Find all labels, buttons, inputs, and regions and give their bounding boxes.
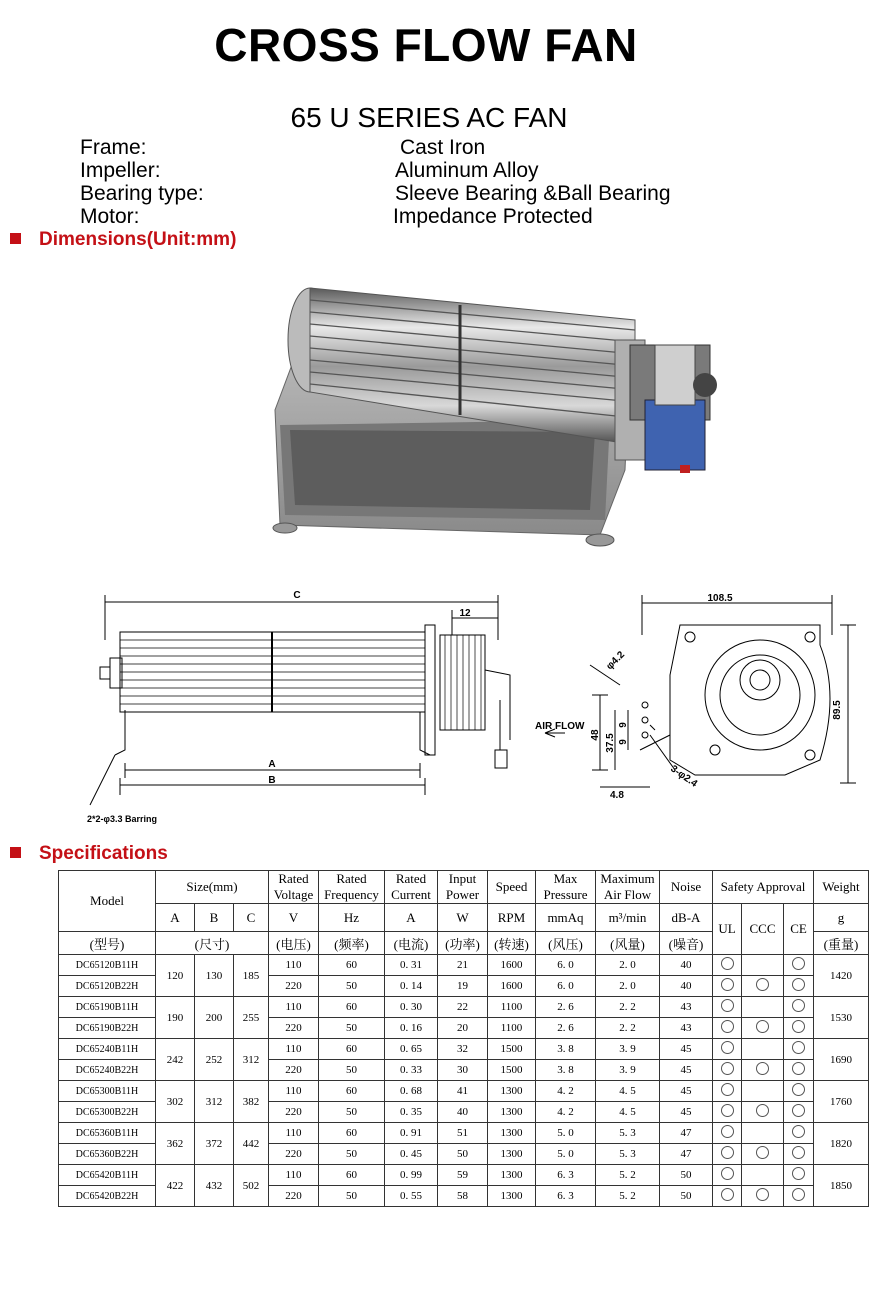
cell-frequency: 50: [319, 1144, 385, 1165]
cell-ul: [713, 1123, 742, 1144]
page-title: CROSS FLOW FAN: [214, 19, 638, 71]
dim-9a-label: 9: [618, 722, 629, 728]
dim-c-label: C: [293, 590, 301, 601]
fan-product-photo: [250, 170, 760, 590]
th-cn-current: (电流): [385, 932, 438, 955]
cell-ce: [784, 997, 814, 1018]
cell-ccc: [742, 976, 784, 997]
cell-ccc: [742, 955, 784, 976]
cell-power: 21: [438, 955, 488, 976]
approval-circle-icon: [792, 1125, 805, 1138]
cell-speed: 1500: [488, 1060, 536, 1081]
cell-model: DC65300B22H: [59, 1102, 156, 1123]
cell-frequency: 50: [319, 1102, 385, 1123]
cell-pressure: 2. 6: [536, 997, 596, 1018]
approval-circle-icon: [792, 1041, 805, 1054]
th-cn-frequency: (频率): [319, 932, 385, 955]
cell-ce: [784, 1039, 814, 1060]
cell-airflow: 2. 0: [596, 955, 660, 976]
cell-frequency: 50: [319, 1060, 385, 1081]
approval-circle-icon: [721, 1167, 734, 1180]
cell-voltage: 220: [269, 976, 319, 997]
th-ce: CE: [784, 904, 814, 955]
approval-circle-icon: [756, 1062, 769, 1075]
cell-size-a: 242: [156, 1039, 195, 1081]
cell-ce: [784, 1060, 814, 1081]
cell-voltage: 110: [269, 1165, 319, 1186]
cell-ccc: [742, 1060, 784, 1081]
approval-circle-icon: [721, 1104, 734, 1117]
cell-weight: 1690: [814, 1039, 869, 1081]
th-cn-speed: (转速): [488, 932, 536, 955]
cell-power: 41: [438, 1081, 488, 1102]
cell-noise: 40: [660, 955, 713, 976]
frame-value: Cast Iron: [400, 136, 486, 159]
th-ul: UL: [713, 904, 742, 955]
th-cn-airflow: (风量): [596, 932, 660, 955]
cell-ul: [713, 1039, 742, 1060]
cell-airflow: 3. 9: [596, 1060, 660, 1081]
cell-size-c: 382: [234, 1081, 269, 1123]
cell-pressure: 6. 3: [536, 1165, 596, 1186]
cell-weight: 1530: [814, 997, 869, 1039]
cell-current: 0. 30: [385, 997, 438, 1018]
cell-ce: [784, 1165, 814, 1186]
motor-value: Impedance Protected: [393, 205, 593, 228]
th-unit-g: g: [814, 904, 869, 932]
cell-size-b: 372: [195, 1123, 234, 1165]
th-unit-rpm: RPM: [488, 904, 536, 932]
approval-circle-icon: [792, 1020, 805, 1033]
cell-model: DC65240B22H: [59, 1060, 156, 1081]
approval-circle-icon: [756, 1146, 769, 1159]
approval-circle-icon: [721, 1041, 734, 1054]
th-unit-b: B: [195, 904, 234, 932]
cell-ccc: [742, 997, 784, 1018]
cell-voltage: 220: [269, 1018, 319, 1039]
dim-b-label: B: [268, 775, 276, 786]
th-model: Model: [59, 871, 156, 932]
cell-speed: 1600: [488, 976, 536, 997]
cell-airflow: 2. 2: [596, 997, 660, 1018]
cell-size-a: 362: [156, 1123, 195, 1165]
cell-speed: 1600: [488, 955, 536, 976]
cell-ccc: [742, 1186, 784, 1207]
cell-voltage: 110: [269, 1039, 319, 1060]
cell-weight: 1850: [814, 1165, 869, 1207]
cell-pressure: 2. 6: [536, 1018, 596, 1039]
cell-ce: [784, 1186, 814, 1207]
spec-table: [58, 870, 869, 1207]
approval-circle-icon: [721, 978, 734, 991]
cell-power: 58: [438, 1186, 488, 1207]
approval-circle-icon: [756, 1020, 769, 1033]
cell-pressure: 6. 0: [536, 976, 596, 997]
cell-size-c: 185: [234, 955, 269, 997]
th-max-airflow: Maximum Air Flow: [596, 871, 660, 904]
cell-ul: [713, 1081, 742, 1102]
th-weight: Weight: [814, 871, 869, 904]
cell-current: 0. 55: [385, 1186, 438, 1207]
cell-pressure: 5. 0: [536, 1144, 596, 1165]
cell-size-c: 502: [234, 1165, 269, 1207]
cell-size-a: 190: [156, 997, 195, 1039]
approval-circle-icon: [756, 1104, 769, 1117]
cell-current: 0. 35: [385, 1102, 438, 1123]
cell-model: DC65420B11H: [59, 1165, 156, 1186]
cell-model: DC65120B22H: [59, 976, 156, 997]
cell-current: 0. 31: [385, 955, 438, 976]
th-cn-size: (尺寸): [156, 932, 269, 955]
dim-12-label: 12: [459, 608, 471, 619]
cell-current: 0. 45: [385, 1144, 438, 1165]
cell-frequency: 60: [319, 1123, 385, 1144]
cell-frequency: 50: [319, 976, 385, 997]
approval-circle-icon: [792, 957, 805, 970]
th-cn-model: (型号): [59, 932, 156, 955]
cell-size-c: 442: [234, 1123, 269, 1165]
table-row: [59, 1039, 869, 1060]
th-cn-weight: (重量): [814, 932, 869, 955]
approval-circle-icon: [792, 1083, 805, 1096]
th-unit-a: A: [156, 904, 195, 932]
cell-model: DC65190B11H: [59, 997, 156, 1018]
cell-ul: [713, 976, 742, 997]
cell-airflow: 5. 2: [596, 1165, 660, 1186]
cell-voltage: 220: [269, 1102, 319, 1123]
th-speed: Speed: [488, 871, 536, 904]
cell-power: 30: [438, 1060, 488, 1081]
cell-frequency: 50: [319, 1018, 385, 1039]
cell-current: 0. 16: [385, 1018, 438, 1039]
th-ccc: CCC: [742, 904, 784, 955]
cell-frequency: 60: [319, 1165, 385, 1186]
th-size: Size(mm): [156, 871, 269, 904]
th-unit-amp: A: [385, 904, 438, 932]
cell-airflow: 5. 3: [596, 1144, 660, 1165]
th-unit-w: W: [438, 904, 488, 932]
cell-noise: 50: [660, 1165, 713, 1186]
specifications-heading: Specifications: [10, 843, 168, 865]
cell-size-c: 312: [234, 1039, 269, 1081]
cell-noise: 43: [660, 1018, 713, 1039]
cell-pressure: 3. 8: [536, 1060, 596, 1081]
th-max-pressure: Max Pressure: [536, 871, 596, 904]
cell-noise: 43: [660, 997, 713, 1018]
cell-voltage: 110: [269, 1123, 319, 1144]
th-safety: Safety Approval: [713, 871, 814, 904]
cell-power: 50: [438, 1144, 488, 1165]
cell-speed: 1300: [488, 1102, 536, 1123]
approval-circle-icon: [756, 978, 769, 991]
cell-current: 0. 91: [385, 1123, 438, 1144]
th-unit-hz: Hz: [319, 904, 385, 932]
frame-label: Frame:: [80, 136, 147, 159]
th-rated-voltage: Rated Voltage: [269, 871, 319, 904]
approval-circle-icon: [721, 1146, 734, 1159]
th-cn-pressure: (风压): [536, 932, 596, 955]
end-view-drawing: [520, 585, 865, 805]
approval-circle-icon: [792, 1167, 805, 1180]
approval-circle-icon: [721, 1083, 734, 1096]
cell-size-b: 252: [195, 1039, 234, 1081]
cell-pressure: 4. 2: [536, 1102, 596, 1123]
dim-108-label: 108.5: [707, 593, 733, 604]
cell-ccc: [742, 1018, 784, 1039]
side-view-drawing: [80, 580, 520, 830]
cell-model: DC65120B11H: [59, 955, 156, 976]
approval-circle-icon: [792, 1146, 805, 1159]
cell-ce: [784, 1081, 814, 1102]
cell-power: 20: [438, 1018, 488, 1039]
cell-airflow: 5. 3: [596, 1123, 660, 1144]
cell-airflow: 5. 2: [596, 1186, 660, 1207]
cell-speed: 1300: [488, 1123, 536, 1144]
bearing-value: Sleeve Bearing &Ball Bearing: [395, 182, 671, 205]
th-rated-frequency: Rated Frequency: [319, 871, 385, 904]
cell-weight: 1820: [814, 1123, 869, 1165]
cell-ccc: [742, 1081, 784, 1102]
cell-ce: [784, 1018, 814, 1039]
approval-circle-icon: [721, 1188, 734, 1201]
cell-model: DC65360B11H: [59, 1123, 156, 1144]
cell-size-a: 422: [156, 1165, 195, 1207]
cell-model: DC65190B22H: [59, 1018, 156, 1039]
dim-895-label: 89.5: [832, 700, 843, 720]
cell-voltage: 110: [269, 955, 319, 976]
cell-current: 0. 33: [385, 1060, 438, 1081]
approval-circle-icon: [721, 1020, 734, 1033]
cell-ul: [713, 1102, 742, 1123]
table-row: [59, 1081, 869, 1102]
cell-current: 0. 99: [385, 1165, 438, 1186]
impeller-value: Aluminum Alloy: [395, 159, 539, 182]
cell-frequency: 60: [319, 955, 385, 976]
cell-model: DC65300B11H: [59, 1081, 156, 1102]
cell-pressure: 3. 8: [536, 1039, 596, 1060]
cell-speed: 1300: [488, 1186, 536, 1207]
cell-voltage: 220: [269, 1186, 319, 1207]
cell-current: 0. 14: [385, 976, 438, 997]
cell-voltage: 220: [269, 1060, 319, 1081]
th-unit-mmaq: mmAq: [536, 904, 596, 932]
cell-noise: 45: [660, 1102, 713, 1123]
cell-ul: [713, 1060, 742, 1081]
cell-ul: [713, 1018, 742, 1039]
th-input-power: Input Power: [438, 871, 488, 904]
cell-ce: [784, 1123, 814, 1144]
cell-current: 0. 68: [385, 1081, 438, 1102]
cell-frequency: 60: [319, 997, 385, 1018]
table-row: [59, 955, 869, 976]
cell-noise: 47: [660, 1144, 713, 1165]
th-unit-v: V: [269, 904, 319, 932]
cell-voltage: 110: [269, 1081, 319, 1102]
bullet-square-icon: [10, 847, 21, 858]
approval-circle-icon: [792, 1188, 805, 1201]
cell-pressure: 6. 0: [536, 955, 596, 976]
cell-frequency: 50: [319, 1186, 385, 1207]
cell-power: 22: [438, 997, 488, 1018]
cell-ul: [713, 1144, 742, 1165]
barring-label: 2*2-φ3.3 Barring: [87, 814, 157, 824]
cell-airflow: 2. 2: [596, 1018, 660, 1039]
th-unit-dba: dB-A: [660, 904, 713, 932]
approval-circle-icon: [721, 1062, 734, 1075]
cell-speed: 1100: [488, 997, 536, 1018]
th-noise: Noise: [660, 871, 713, 904]
cell-noise: 47: [660, 1123, 713, 1144]
dim-48-label: 48: [590, 729, 601, 741]
cell-ce: [784, 955, 814, 976]
cell-ul: [713, 1186, 742, 1207]
cell-speed: 1100: [488, 1018, 536, 1039]
th-unit-airflow: m³/min: [596, 904, 660, 932]
cell-model: DC65420B22H: [59, 1186, 156, 1207]
cell-ce: [784, 1144, 814, 1165]
cell-power: 40: [438, 1102, 488, 1123]
cell-ccc: [742, 1165, 784, 1186]
dim-phi42-label: φ4.2: [604, 649, 628, 673]
cell-ccc: [742, 1144, 784, 1165]
cell-airflow: 4. 5: [596, 1081, 660, 1102]
motor-label: Motor:: [80, 205, 140, 228]
cell-current: 0. 65: [385, 1039, 438, 1060]
th-unit-c: C: [234, 904, 269, 932]
table-row: [59, 1123, 869, 1144]
cell-model: DC65360B22H: [59, 1144, 156, 1165]
cell-ul: [713, 997, 742, 1018]
cell-size-a: 120: [156, 955, 195, 997]
cell-size-b: 432: [195, 1165, 234, 1207]
approval-circle-icon: [792, 999, 805, 1012]
approval-circle-icon: [792, 978, 805, 991]
cell-noise: 40: [660, 976, 713, 997]
cell-ul: [713, 955, 742, 976]
bullet-square-icon: [10, 233, 21, 244]
cell-ccc: [742, 1039, 784, 1060]
cell-power: 51: [438, 1123, 488, 1144]
cell-model: DC65240B11H: [59, 1039, 156, 1060]
page-subtitle: 65 U SERIES AC FAN: [290, 102, 568, 133]
cell-power: 19: [438, 976, 488, 997]
approval-circle-icon: [756, 1188, 769, 1201]
cell-airflow: 3. 9: [596, 1039, 660, 1060]
cell-ce: [784, 1102, 814, 1123]
dim-a-label: A: [268, 759, 276, 770]
cell-power: 32: [438, 1039, 488, 1060]
cell-weight: 1760: [814, 1081, 869, 1123]
cell-voltage: 110: [269, 997, 319, 1018]
cell-speed: 1500: [488, 1039, 536, 1060]
cell-size-b: 312: [195, 1081, 234, 1123]
cell-speed: 1300: [488, 1081, 536, 1102]
th-rated-current: Rated Current: [385, 871, 438, 904]
dim-375-label: 37.5: [605, 733, 616, 753]
cell-airflow: 2. 0: [596, 976, 660, 997]
cell-size-b: 200: [195, 997, 234, 1039]
cell-noise: 50: [660, 1186, 713, 1207]
dimensions-heading: Dimensions(Unit:mm): [10, 229, 236, 251]
cell-pressure: 4. 2: [536, 1081, 596, 1102]
table-row: [59, 997, 869, 1018]
cell-speed: 1300: [488, 1165, 536, 1186]
cell-size-a: 302: [156, 1081, 195, 1123]
impeller-label: Impeller:: [80, 159, 161, 182]
cell-voltage: 220: [269, 1144, 319, 1165]
cell-pressure: 5. 0: [536, 1123, 596, 1144]
approval-circle-icon: [792, 1062, 805, 1075]
th-cn-noise: (噪音): [660, 932, 713, 955]
bearing-label: Bearing type:: [80, 182, 204, 205]
table-row: [59, 1165, 869, 1186]
dim-9b-label: 9: [618, 739, 629, 745]
cell-ul: [713, 1165, 742, 1186]
cell-power: 59: [438, 1165, 488, 1186]
cell-weight: 1420: [814, 955, 869, 997]
cell-airflow: 4. 5: [596, 1102, 660, 1123]
airflow-label: AIR FLOW: [535, 721, 585, 732]
cell-noise: 45: [660, 1060, 713, 1081]
cell-pressure: 6. 3: [536, 1186, 596, 1207]
approval-circle-icon: [721, 1125, 734, 1138]
cell-speed: 1300: [488, 1144, 536, 1165]
cell-ccc: [742, 1123, 784, 1144]
cell-size-b: 130: [195, 955, 234, 997]
th-cn-voltage: (电压): [269, 932, 319, 955]
cell-size-c: 255: [234, 997, 269, 1039]
cell-noise: 45: [660, 1081, 713, 1102]
approval-circle-icon: [721, 999, 734, 1012]
cell-ccc: [742, 1102, 784, 1123]
dim-48b-label: 4.8: [610, 790, 624, 801]
cell-noise: 45: [660, 1039, 713, 1060]
cell-ce: [784, 976, 814, 997]
th-cn-power: (功率): [438, 932, 488, 955]
cell-frequency: 60: [319, 1039, 385, 1060]
approval-circle-icon: [792, 1104, 805, 1117]
approval-circle-icon: [721, 957, 734, 970]
cell-frequency: 60: [319, 1081, 385, 1102]
dim-3phi-label: 3-φ2.4: [668, 763, 700, 790]
